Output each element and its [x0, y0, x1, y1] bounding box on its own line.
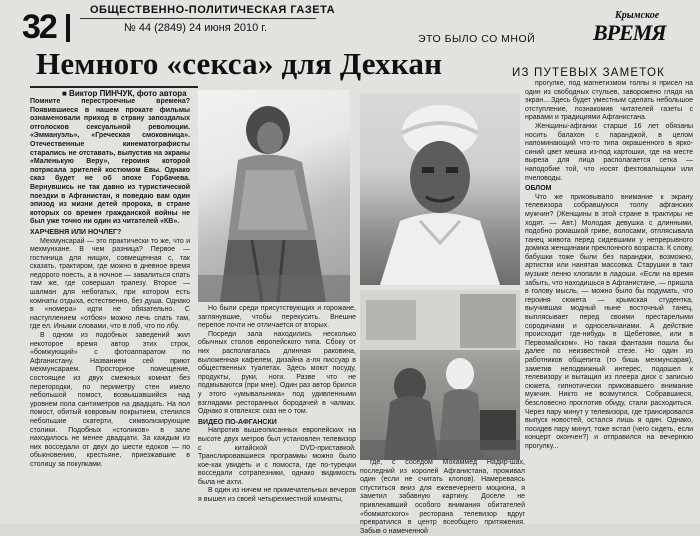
page-number-bar — [66, 14, 70, 42]
paragraph: Что же приковывало внимание к экрану телевизора собравшуюся толпу афганских мужчин? (Женщины в этой стране в трактиры не ходят. — Авт.) Молодая девушка с длинными, подобно ромашкой гриве, волосами, отплясывала танец живота перед сидевшими у непрерывного домика женщинами преклонного возраста. К слову, бабушки тоже были без паранджи, возможно, артистки или нанятая массовка. Старушки в такт музыке ленно хлопали в ладоши. «Если на время забыть, что находишься в Афганистане, — пришла в голову мысль, — можно было бы подумать, что героиня сюжета — крымская студентка, выучившая модный ныне восточный танец, выплясывает перед своими престарелыми сородичами и односельчанами. А действие происходит где-нибудь в Щебетовке, или в Первомайском». Но такая фантазия пошла бы далее по неизвестной стезе. Но один из работников общепита (то бишь мехмунсарая), заметив неподвижный интерес, подошел к телевизору и вытащил из плеера диск с записью сюжета, гипнотически приковавшего внимание мужчин. Никто не возмутился. Собравшиеся, безсловесно проглотив обиду, стали расходиться. Через пару минут у телевизора, где трансировался выпуск новостей, остался лишь я один. Однако, посидев пару минут, тоже встал (чего сидеть, если концерт окончен?) и отправился на вечернюю прогулку... — [525, 193, 693, 450]
byline-rule — [30, 86, 198, 88]
subheading-3: ОБЛОМ — [525, 185, 552, 193]
article-column-4 — [525, 80, 693, 524]
logo-main-text: ВРЕМЯ — [593, 20, 666, 45]
paragraph: Мехмунсарай — это практически то же, что и мехмунхане. В чем разница? Первое — гостиница для нищих, совмещенная с, так сказать, трактиром, где можно в дневное время недорого поесть, а в ночное — завалиться спать там же, где совершал трапезу. Второе — шалман для небогатых, при котором есть комнаты отдыха, естественно, без душа. Однако в «номера» идти не обязательно. С наступлением «отбоя» можно лечь спать там, где ел. Иными словами, что в лоб, что по лбу. — [30, 237, 190, 331]
paragraph: Но были среди присутствующих и горожане, заглянувшие, чтобы перекусить. Внешне перепое почти не отличается от вторых. — [198, 305, 356, 330]
paragraph: В одном из подобных заведений жил некоторое время автор этих строк, «бомжующий» с фотоаппаратом по Афганистану. Названием сей приют мехмунсараем. Просторное помещение, состоящее из двух смежных комнат без перегородки, по периметру стен имело небольшой помост, возвышавшийся над уровнем пола сантиметров на двадцать. На пол помост, обитый ковровым покрытием, стелился небольшие скатерти, символизирующие столики. Подобных «столиков» в зале находилось не менее двадцати. За каждым из них восседали от двух до шести едоков — по обыкновению, крестьяне, приезжавшие в столицу за покупками. — [30, 332, 190, 468]
article-lead: Помните перестроечные времена? Появившиеся в нашем прокате фильмы ознаменовали приход в страну запоздалых отголосков сексуальной революции. «Эммануэль», «Греческая смоковница». Отечественные кинематографисты старались не отставать, выпустив на экраны «Маленькую Веру», героиня которой потрясала зрителей костюмом Евы. Однако сказ будет не об эпохе Горбачева. Вернувшись не так давно из туристической поездки в Афганистан, я поведаю вам один эпизод из жизни детей пророка, в стране которых со времен гражданской войны не был уже точно ни один из читателей «КВ». — [30, 98, 190, 226]
article-byline: ■ Виктор ПИНЧУК, фото автора — [62, 89, 187, 98]
paragraph: прогулке, под магнетизмом толпы я присел на один из свободных стульев, заворожено глядя на экран....Здесь будет уместным сделать небольшое отступление, познакомив читателей газеты с нравами и традициями Афганистана. — [525, 80, 693, 122]
subheading-1: ХАРЧЕВНЯ ИЛИ НОЧЛЕГ? — [30, 228, 122, 236]
newspaper-logo — [593, 10, 673, 45]
newspaper-type: ОБЩЕСТВЕННО-ПОЛИТИЧЕСКАЯ ГАЗЕТА — [90, 4, 336, 16]
article-column-3 — [360, 459, 525, 535]
paragraph: Напротив вышеописанных европейских на высоте двух метров был установлен телевизор с китайской DVD-приставкой. Транслировавшиеся программы можно было кое-как увидеть и с помоста, где по-турецки восседали сотрапезники, однако видимость была не ахти. — [198, 427, 356, 486]
section-title: ЭТО БЫЛО СО МНОЙ — [418, 33, 536, 45]
paragraph: Женщины-афганки старше 16 лет обязаны носить балахон с паранджой, в целом напоминающий что-то типа окрашенного в ярко-синий цвет мешка из-под картошки, где на месте выреза для лица располагается сетка — наподобие той, что носят фехтовальщики или пчеловоды. — [525, 122, 693, 182]
photo-girl — [198, 90, 350, 302]
issue-info: № 44 (2849) 24 июня 2010 г. — [124, 22, 268, 34]
subheading-2: ВИДЕО ПО-АФГАНСКИ — [198, 418, 277, 426]
paragraph: Посреди зала находились несколько обычных столов европейского типа. Сбоку от них располагалась длинная раковина, выложенная кафелем, дизайна а-ля писсуар в общественных туалетах. Здесь моют посуду, продукты, руки, ноги. Разве что не подмываются (при мне). Один раз автор брился у этого «умывальника» под удивленными взглядами ресторанных бородачей в чалмах. Однако я отвлекся: сказ не о том. — [198, 330, 356, 416]
photo-man-turban — [360, 93, 520, 285]
article-column-2 — [198, 305, 356, 524]
logo-small-text: Крымское — [615, 10, 660, 21]
page-number: 32 — [22, 8, 56, 46]
paragraph: где, с соседом Мохаммед Надир-шах, последний из королей Афганистана, проживал один (если не считать клопов). Намереваясь спуститься вниз для ежевечернего моциона, я заметил забавную картину. Доселе не привлекавший особого внимания обитателей «бомжатского» ресторана телевизор вдруг превратился в центр всеобщего притяжения. Забыв о намеченной — [360, 459, 525, 535]
header-rule — [80, 18, 316, 19]
article-subhead: ИЗ ПУТЕВЫХ ЗАМЕТОК — [512, 67, 666, 79]
photo-street-scene — [360, 290, 520, 460]
article-headline: Немного «секса» для Дехкан — [36, 46, 443, 81]
article-column-1 — [30, 98, 190, 524]
paragraph: В один из ничем не примечательных вечеров я вышел из своей четырехместной комнаты, — [198, 487, 356, 504]
